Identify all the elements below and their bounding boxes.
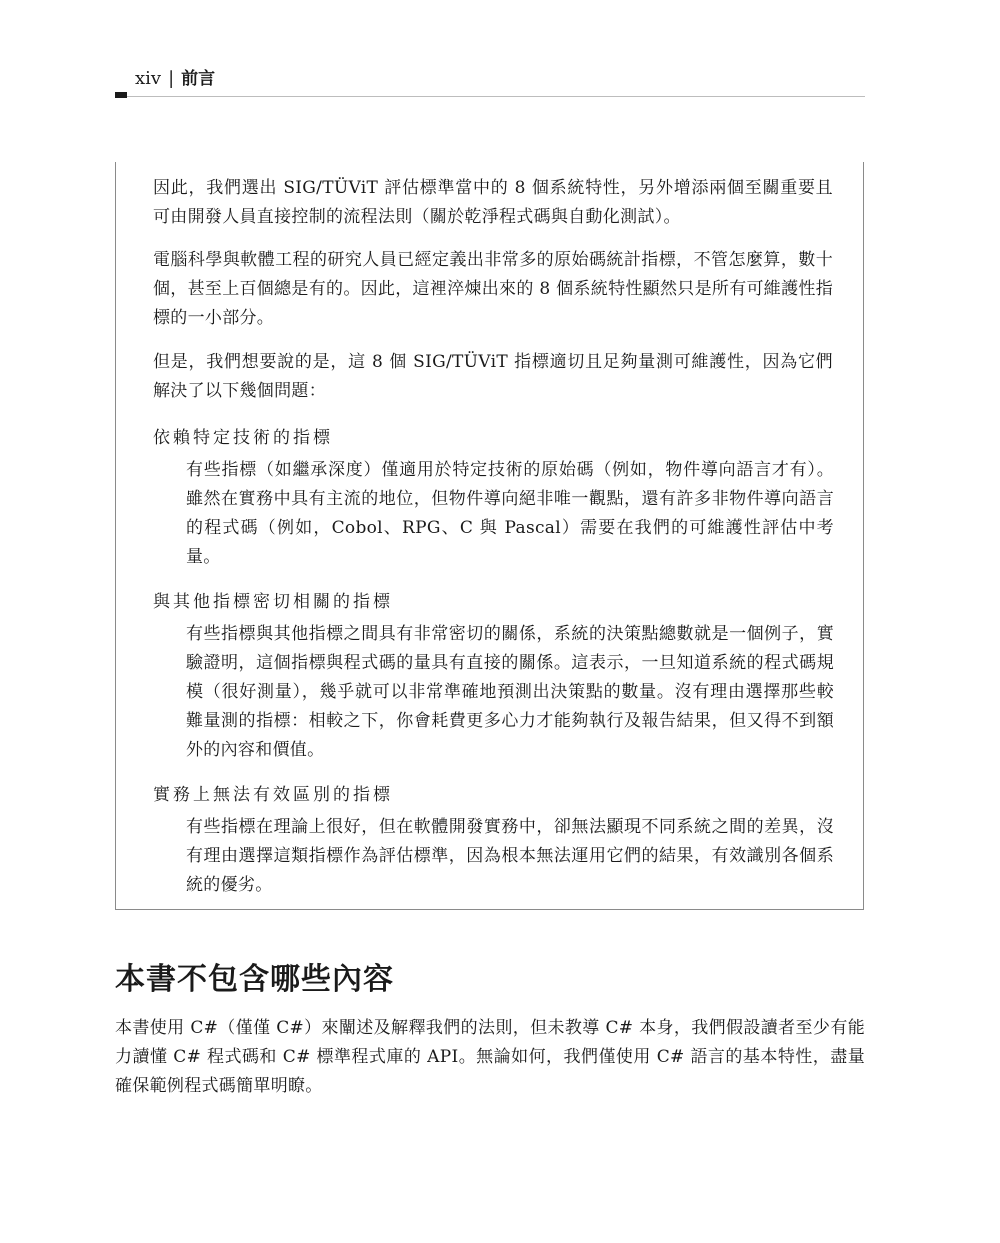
- header-section-title: 前言: [181, 69, 216, 89]
- term-title: 依賴特定技術的指標: [153, 428, 333, 448]
- section-heading: 本書不包含哪些內容: [115, 962, 394, 997]
- running-header: [115, 64, 865, 97]
- header-text: [135, 68, 215, 90]
- sidebar-box: [115, 162, 864, 910]
- term-definition: 有些指標（如繼承深度）僅適用於特定技術的原始碼（例如，物件導向語言才有）。雖然在實務中具有主流的地位，但物件導向絕非唯一觀點，還有許多非物件導向語言的程式碼（例如，Cobol、RPG、C 與 Pascal）需要在我們的可維護性評估中考量。: [186, 460, 834, 567]
- term-definition: 有些指標在理論上很好，但在軟體開發實務中，卻無法顯現不同系統之間的差異，沒有理由選擇這類指標作為評估標準，因為根本無法運用它們的結果，有效識別各個系統的優劣。: [186, 817, 834, 895]
- term-definition: 有些指標與其他指標之間具有非常密切的關係，系統的決策點總數就是一個例子，實驗證明，這個指標與程式碼的量具有直接的關係。這表示，一旦知道系統的程式碼規模（很好測量），幾乎就可以非常準確地預測出決策點的數量。沒有理由選擇那些較難量測的指標：相較之下，你會耗費更多心力才能夠執行及報告結果，但又得不到額外的內容和價值。: [186, 624, 834, 760]
- sidebar-paragraph: 電腦科學與軟體工程的研究人員已經定義出非常多的原始碼統計指標，不管怎麼算，數十個，甚至上百個總是有的。因此，這裡淬煉出來的 8 個系統特性顯然只是所有可維護性指標的一小部分。: [153, 250, 833, 328]
- sidebar-paragraph: 因此，我們選出 SIG/TÜViT 評估標準當中的 8 個系統特性，另外增添兩個至關重要且可由開發人員直接控制的流程法則（關於乾淨程式碼與自動化測試）。: [153, 178, 833, 227]
- header-separator: |: [168, 68, 175, 89]
- term-title: 與其他指標密切相關的指標: [153, 592, 393, 612]
- body-paragraph: 本書使用 C#（僅僅 C#）來闡述及解釋我們的法則，但未教導 C# 本身，我們假設讀者至少有能力讀懂 C# 程式碼和 C# 標準程式庫的 API。無論如何，我們僅使用 C# 語言的基本特性，盡量確保範例程式碼簡單明瞭。: [115, 1018, 865, 1096]
- page-number: xiv: [135, 68, 162, 89]
- sidebar-paragraph: 但是，我們想要說的是，這 8 個 SIG/TÜViT 指標適切且足夠量測可維護性，因為它們解決了以下幾個問題：: [153, 352, 833, 401]
- term-title: 實務上無法有效區別的指標: [153, 785, 393, 805]
- header-marker: [115, 92, 127, 98]
